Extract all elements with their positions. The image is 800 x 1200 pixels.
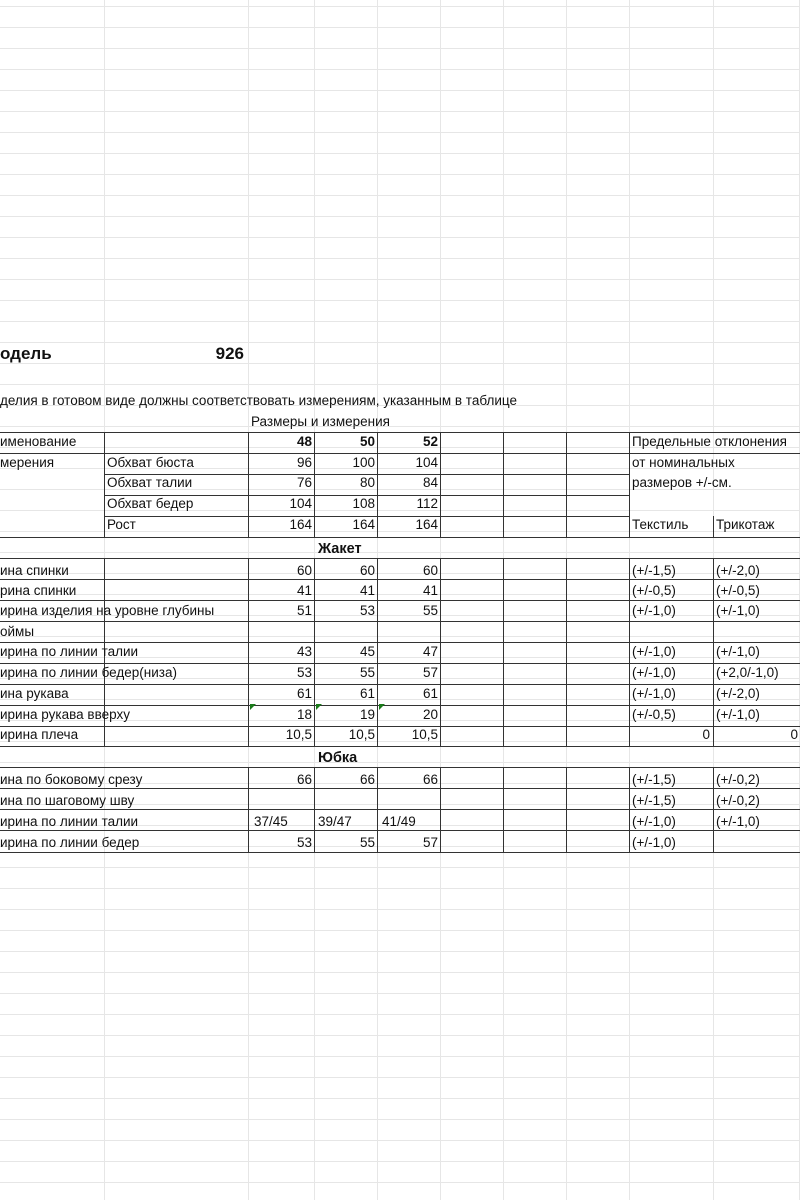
jacket-row-label: ирина плеча [0,727,79,742]
skirt-row-tol-textile: (+/-1,5) [632,772,676,787]
table-border-v [629,432,630,537]
table-border-v [440,767,441,852]
table-border-v [314,432,315,537]
grid-row-line [0,888,800,889]
grid-row-line [0,216,800,217]
jacket-row-value: 10,5 [348,727,375,742]
jacket-row-label: ирина рукава вверху [0,707,130,722]
skirt-row-value: 53 [296,835,312,850]
table-border-v [440,558,441,746]
jacket-row-label: ирина по линии бедер(низа) [0,665,177,680]
jacket-row-value: 43 [296,644,312,659]
grid-row-line [0,867,800,868]
table-border-v [629,558,630,746]
jacket-row-tol-textile: (+/-1,0) [632,686,676,701]
jacket-row-value: 47 [422,644,438,659]
jacket-row-value: 55 [422,603,438,618]
jacket-row-tol-knit: (+/-0,5) [716,583,760,598]
grid-row-line [0,279,800,280]
grid-row-line [0,6,800,7]
grid-row-line [0,552,800,553]
jacket-row-value: 20 [422,707,438,722]
table-border-v [566,432,567,537]
grid-row-line [0,951,800,952]
jacket-row-label: оймы [0,624,35,639]
table-border-v [713,558,714,746]
grid-row-line [0,69,800,70]
jacket-row-value: 55 [359,665,375,680]
jacket-row-value: 60 [422,563,438,578]
skirt-row-tol-textile: (+/-1,5) [632,793,676,808]
jacket-row-value: 41 [296,583,312,598]
model-label: одель [0,344,52,363]
table-border-v [248,558,249,746]
sizes-header: Размеры и измерения [251,414,390,429]
table-border-v [503,767,504,852]
jacket-row-tol-textile: (+/-1,5) [632,563,676,578]
measure-hips-50: 108 [352,496,375,511]
measure-hips-48: 104 [289,496,312,511]
jacket-row-value: 61 [359,686,375,701]
jacket-row-value: 45 [359,644,375,659]
jacket-row-label: ина рукава [0,686,69,701]
grid-row-line [0,762,800,763]
tolerance-line1: Предельные отклонения [632,434,787,449]
skirt-row-tol-textile: (+/-1,0) [632,835,676,850]
jacket-row-value: 61 [296,686,312,701]
measure-height-52: 164 [415,517,438,532]
grid-row-line [0,1182,800,1183]
jacket-row-value: 41 [422,583,438,598]
grid-row-line [0,384,800,385]
grid-row-line [0,1161,800,1162]
skirt-row-label: ина по боковому срезу [0,772,143,787]
jacket-row-tol-textile: (+/-0,5) [632,707,676,722]
grid-row-line [0,1014,800,1015]
jacket-row-label: ирина по линии талии [0,644,139,659]
jacket-row-tol-textile: (+/-1,0) [632,665,676,680]
jacket-row-tol-textile: (+/-1,0) [632,603,676,618]
table-border-v [314,767,315,852]
grid-row-line [0,1056,800,1057]
size-50: 50 [359,434,375,449]
table-border-v [713,516,714,537]
measure-bust-48: 96 [296,455,312,470]
table-border-v [377,432,378,537]
jacket-row-label: ирина изделия на уровне глубины [0,603,215,618]
grid-row-line [0,909,800,910]
jacket-row-value: 19 [359,707,375,722]
measure-waist-52: 84 [422,475,438,490]
jacket-row-tol-knit: 0 [790,727,798,742]
jacket-row-value: 18 [296,707,312,722]
jacket-row-tol-textile: (+/-0,5) [632,583,676,598]
table-border-v [377,767,378,852]
jacket-row-tol-textile: 0 [702,727,710,742]
jacket-row-label: ина спинки [0,563,69,578]
measure-waist-50: 80 [359,475,375,490]
measure-bust-50: 100 [352,455,375,470]
grid-row-line [0,1140,800,1141]
jacket-row-value: 53 [296,665,312,680]
col-header-measure: мерения [0,455,55,470]
skirt-row-value: 66 [422,772,438,787]
grid-row-line [0,930,800,931]
jacket-row-value: 10,5 [285,727,312,742]
measure-bust-52: 104 [415,455,438,470]
jacket-row-tol-knit: (+/-2,0) [716,686,760,701]
skirt-row-value: 37/45 [254,814,288,829]
jacket-row-value: 61 [422,686,438,701]
skirt-row-value: 55 [359,835,375,850]
skirt-row-value: 66 [359,772,375,787]
grid-row-line [0,363,800,364]
tolerance-line2: от номинальных [632,455,735,470]
grid-row-line [0,1035,800,1036]
grid-row-line [0,90,800,91]
jacket-row-label: рина спинки [0,583,77,598]
table-border-v [629,767,630,852]
jacket-title: Жакет [318,541,362,557]
table-border-h [0,767,800,768]
skirt-row-tol-knit: (+/-1,0) [716,814,760,829]
jacket-row-tol-knit: (+/-1,0) [716,603,760,618]
grid-row-line [0,111,800,112]
grid-row-line [0,1077,800,1078]
skirt-row-label: ирина по линии талии [0,814,139,829]
grid-row-line [0,1098,800,1099]
grid-row-line [0,258,800,259]
skirt-row-value: 66 [296,772,312,787]
jacket-row-value: 53 [359,603,375,618]
grid-row-line [0,48,800,49]
grid-row-line [0,993,800,994]
tolerance-knit-header: Трикотаж [716,517,775,532]
table-border-v [713,767,714,852]
jacket-row-value: 60 [359,563,375,578]
jacket-row-value: 10,5 [411,727,438,742]
table-border-h [0,621,800,622]
skirt-row-tol-knit: (+/-0,2) [716,793,760,808]
table-border-v [248,767,249,852]
measure-hips-52: 112 [416,496,438,511]
jacket-row-value: 60 [296,563,312,578]
table-border-v [314,558,315,746]
table-border-v [503,432,504,537]
jacket-row-value: 41 [359,583,375,598]
skirt-row-value: 57 [422,835,438,850]
skirt-row-value: 39/47 [318,814,352,829]
measure-height-50: 164 [352,517,375,532]
size-48: 48 [296,434,312,449]
grid-row-line [0,153,800,154]
grid-row-line [0,636,800,637]
table-border-v [377,558,378,746]
jacket-row-tol-knit: (+/-1,0) [716,707,760,722]
skirt-row-tol-textile: (+/-1,0) [632,814,676,829]
grid-row-line [0,174,800,175]
grid-row-line [0,426,800,427]
grid-row-line [0,342,800,343]
table-border-v [440,432,441,537]
table-border-h [0,746,800,747]
grid-row-line [0,27,800,28]
skirt-title: Юбка [318,750,358,766]
table-border-v [248,432,249,537]
jacket-row-value: 51 [296,603,312,618]
table-border-v [566,767,567,852]
tolerance-line3: размеров +/-см. [632,475,732,490]
grid-row-line [0,195,800,196]
skirt-row-label: ина по шаговому шву [0,793,135,808]
jacket-row-tol-textile: (+/-1,0) [632,644,676,659]
jacket-row-tol-knit: (+/-2,0) [716,563,760,578]
skirt-row-value: 41/49 [382,814,416,829]
skirt-row-tol-knit: (+/-0,2) [716,772,760,787]
jacket-row-tol-knit: (+/-1,0) [716,644,760,659]
measure-bust-label: Обхват бюста [107,455,194,470]
skirt-row-label: ирина по линии бедер [0,835,140,850]
table-border-v [104,432,105,537]
measure-waist-48: 76 [296,475,312,490]
size-52: 52 [422,434,438,449]
note-text: делия в готовом виде должны соответствовать измерениям, указанным в таблице [0,393,517,408]
tolerance-textile-header: Текстиль [632,517,689,532]
measure-height-48: 164 [289,517,312,532]
measure-waist-label: Обхват талии [107,475,193,490]
grid-row-line [0,321,800,322]
grid-row-line [0,237,800,238]
jacket-row-value: 57 [422,665,438,680]
table-border-h [0,558,800,559]
jacket-row-tol-knit: (+2,0/-1,0) [716,665,779,680]
grid-row-line [0,972,800,973]
grid-row-line [0,300,800,301]
table-border-h [0,537,800,538]
measure-height-label: Рост [107,517,136,532]
col-header-name: именование [0,434,77,449]
grid-row-line [0,1119,800,1120]
measure-hips-label: Обхват бедер [107,496,194,511]
table-border-v [503,558,504,746]
model-number: 926 [215,344,244,363]
table-border-v [566,558,567,746]
grid-row-line [0,132,800,133]
